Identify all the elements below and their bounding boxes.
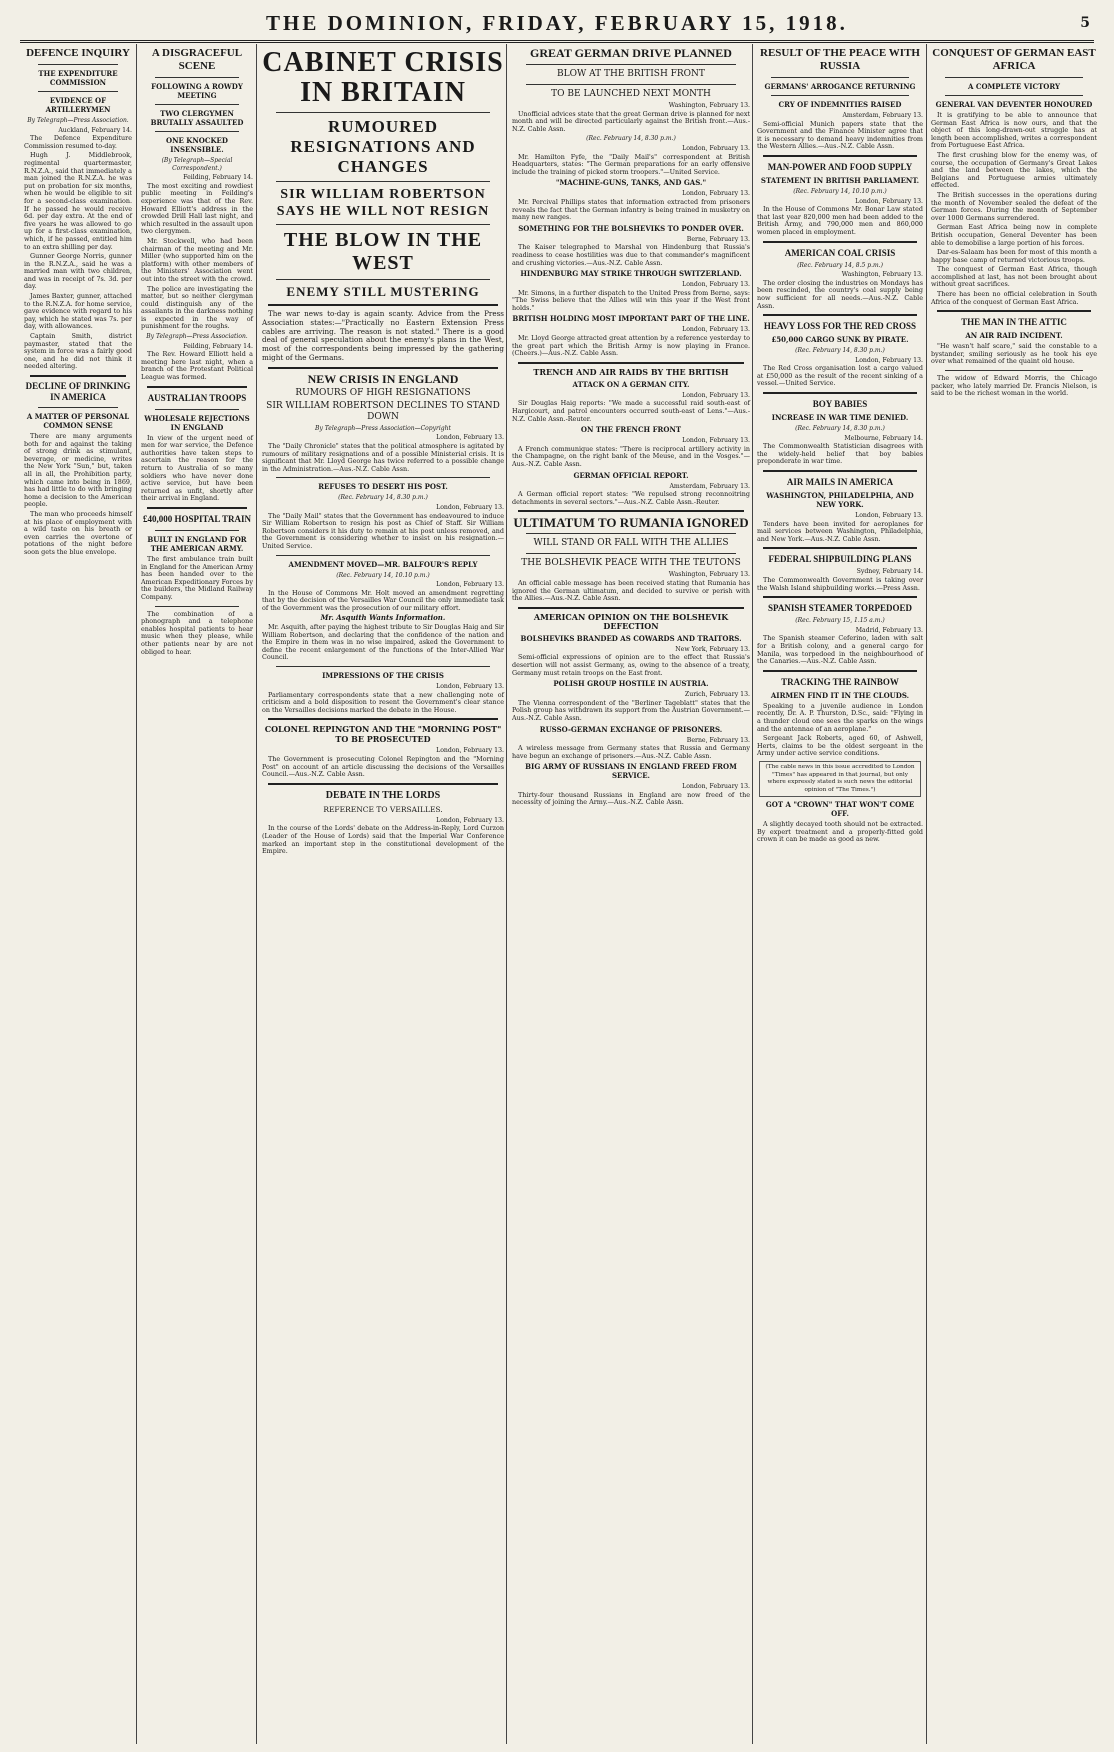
paragraph: The British successes in the operations during the month of November sealed the defeat of the German forces. During the month of September over 1000 Germans surrendered. bbox=[931, 190, 1097, 222]
dateline: London, February 13. bbox=[436, 683, 504, 691]
paragraph: The Commonwealth Statistician disagrees with the widely-held belief that boy babies preponderate in war time. bbox=[757, 442, 923, 466]
paragraph: James Baxter, gunner, attached to the R.N.Z.A. for home service, gave evidence with regard to his pay, which he stated was 7s. per day, with allowances. bbox=[24, 292, 132, 331]
dateline: London, February 13. bbox=[855, 197, 923, 205]
subhead: POLISH GROUP HOSTILE IN AUSTRIA. bbox=[553, 679, 709, 689]
dateline: London, February 13. bbox=[682, 326, 750, 334]
divider bbox=[526, 533, 736, 534]
paragraph: The first crushing blow for the enemy was, of course, the occupation of Germany's Great Lakes and the land between the lakes, which the Belgians and Portuguese armies ultimately effected. bbox=[931, 150, 1097, 190]
dateline: London, February 13. bbox=[436, 434, 504, 442]
paragraph: A slightly decayed tooth should not be extracted. By expert treatment and a properly-fitted gold crown it can be made as good as new. bbox=[757, 820, 923, 844]
divider bbox=[945, 95, 1083, 96]
paragraph: Sir Douglas Haig reports: "We made a successful raid south-east of Hargicourt, and patrol encounters occurred south-east of Lens."—Aus.-N.Z. Cable Assn.-Reuter. bbox=[512, 399, 750, 423]
divider bbox=[518, 607, 744, 609]
paragraph: In the House of Commons Mr. Bonar Law stated that last year 820,000 men had been added to the British Army, and 790,000 men and 860,000 women placed in employment. bbox=[757, 205, 923, 236]
headline-rumoured-resignations: RUMOURED RESIGNATIONS AND CHANGES bbox=[290, 117, 476, 176]
subhead: RUSSO-GERMAN EXCHANGE OF PRISONERS. bbox=[539, 724, 723, 734]
divider bbox=[763, 547, 917, 549]
divider bbox=[38, 407, 118, 408]
paragraph: The man who proceeds himself at his place of employment with a wild taste on his breath or even carries the overtone of potations of the night before soon gets the blue envelope. bbox=[24, 509, 132, 556]
paragraph: A German official report states: "We repulsed strong reconnoitring detachments in several sectors."—Aus.-N.Z. Cable Assn.-Reuter. bbox=[512, 490, 750, 506]
paragraph: The "Daily Mail" states that the Government has endeavoured to induce Sir William Robertson to resign his post as Chief of Staff. Sir William Robertson considers it his duty to remain at his post unless removed, and the Government is considering whether to insist on his resignation.—United Service. bbox=[262, 511, 504, 550]
masthead bbox=[20, 6, 1094, 43]
paragraph: The Commonwealth Government is taking over the Walsh Island shipbuilding works.—Press Assn. bbox=[757, 576, 923, 592]
paragraph: The Kaiser telegraphed to Marshal von Hindenburg that Russia's readiness to cease hostilities was due to that commander's magnificent and crushing victories.—Aus.-N.Z. Cable Assn. bbox=[512, 243, 750, 267]
paragraph: Mr. Hamilton Fyfe, the "Daily Mail's" correspondent at British Headquarters, states: "The German preparations for an early offensive include the training of picked storm troopers."—United Service. bbox=[512, 152, 750, 176]
paragraph: The widow of Edward Morris, the Chicago packer, who lately married Dr. Francis Nielson, is said to be the richest woman in the world. bbox=[931, 374, 1097, 398]
subhead: BUILT IN ENGLAND FOR THE AMERICAN ARMY. bbox=[147, 534, 247, 553]
paragraph: Captain Smith, district paymaster, stated that the system in force was a fairly good one, and he did not think it needed altering. bbox=[24, 332, 132, 371]
divider bbox=[155, 131, 239, 132]
divider bbox=[276, 224, 490, 225]
dateline: London, February 13. bbox=[682, 391, 750, 399]
paragraph: Tenders have been invited for aeroplanes for mail services between Washington, Philadelphia, and New York.—Aus.-N.Z. Cable Assn. bbox=[757, 519, 923, 543]
paragraph: The most exciting and rowdiest public meeting in Feilding's experience was that of the Rev. Howard Elliott's address in the crowded Drill Hall last night, and which resulted in the assault upon two clergymen. bbox=[141, 181, 253, 236]
paragraph: The combination of a phonograph and a telephone enables hospital patients to hear music when they please, while other patients near by are not obliged to hear. bbox=[141, 609, 253, 656]
headline-enemy-mustering: ENEMY STILL MUSTERING bbox=[286, 284, 480, 299]
headline-hospital-train: £40,000 HOSPITAL TRAIN bbox=[143, 513, 251, 524]
column-6 bbox=[926, 44, 1101, 1744]
subhead: WILL STAND OR FALL WITH THE ALLIES bbox=[533, 538, 729, 549]
dateline: Washington, February 13. bbox=[841, 271, 923, 279]
subhead: COLONEL REPINGTON AND THE "MORNING POST" TO BE PROSECUTED bbox=[264, 724, 502, 745]
paragraph: The police are investigating the matter, but so neither clergyman could distinguish any of the assailants in the darkness nothing is expected in the way of punishment for the roughs. bbox=[141, 284, 253, 331]
subhead: GENERAL VAN DEVENTER HONOURED bbox=[935, 100, 1093, 109]
divider bbox=[147, 386, 247, 388]
subhead: £50,000 CARGO SUNK BY PIRATE. bbox=[771, 335, 909, 345]
subhead: SIR WILLIAM ROBERTSON DECLINES TO STAND DOWN bbox=[266, 400, 500, 422]
headline-german-drive: GREAT GERMAN DRIVE PLANNED bbox=[530, 46, 732, 60]
page-number: 5 bbox=[1080, 15, 1090, 31]
paragraph: The Defence Expenditure Commission resumed to-day. bbox=[24, 134, 132, 150]
divider bbox=[276, 279, 490, 280]
subhead: THE BOLSHEVIK PEACE WITH THE TEUTONS bbox=[521, 558, 741, 569]
paragraph: Semi-official expressions of opinion are to the effect that Russia's desertion will not assist Germany, as, owing to the absence of a treaty, Germany must retain troops on the East front. bbox=[512, 653, 750, 677]
paragraph: "He wasn't half scare," said the constable to a bystander, smiling seriously as he took his eye over what remained of the quaint old house. bbox=[931, 342, 1097, 366]
subhead: SOMETHING FOR THE BOLSHEVIKS TO PONDER OVER. bbox=[518, 223, 744, 233]
divider bbox=[147, 507, 247, 509]
column-5 bbox=[752, 44, 927, 1744]
dateline: Feilding, February 14. bbox=[183, 342, 253, 350]
subhead: A MATTER OF PERSONAL COMMON SENSE bbox=[26, 412, 130, 430]
dateline: Zurich, February 13. bbox=[684, 691, 750, 699]
divider bbox=[155, 606, 239, 607]
column-4 bbox=[506, 44, 755, 1744]
byline: By Telegraph—Press Association. bbox=[146, 333, 248, 341]
paragraph: Mr. Simons, in a further dispatch to the United Press from Berne, says: "The Swiss believe that the Allies will win this year if the West front holds." bbox=[512, 288, 750, 312]
subhead: "MACHINE-GUNS, TANKS, AND GAS." bbox=[555, 178, 707, 188]
divider bbox=[763, 241, 917, 243]
paragraph: An official cable message has been received stating that Rumania has ignored the German ultimatum, and decided to survive or perish with the Allies.—Aus.-N.Z. Cable Assn. bbox=[512, 578, 750, 603]
subhead: AIRMEN FIND IT IN THE CLOUDS. bbox=[770, 690, 910, 700]
subhead: FOLLOWING A ROWDY MEETING bbox=[151, 82, 243, 100]
subhead: REFUSES TO DESERT HIS POST. bbox=[318, 482, 448, 492]
divider bbox=[276, 112, 490, 113]
headline-rainbow: TRACKING THE RAINBOW bbox=[781, 676, 899, 687]
subhead: INCREASE IN WAR TIME DENIED. bbox=[771, 413, 909, 423]
divider bbox=[526, 553, 736, 554]
editorial-note: (The cable news in this issue accredited to London "Times" has appeared in that journal, but only where expressly stated is such news the editorial opinion of "The Times.") bbox=[759, 761, 921, 797]
subhead: TRENCH AND AIR RAIDS BY THE BRITISH bbox=[533, 366, 729, 377]
divider bbox=[155, 77, 239, 78]
received-time: (Rec. February 14, 8.30 p.m.) bbox=[586, 135, 676, 143]
paragraph: The conquest of German East Africa, though accomplished at last, has not been brought about without great sacrifices. bbox=[931, 265, 1097, 289]
divider bbox=[268, 718, 498, 720]
divider bbox=[771, 77, 909, 78]
divider bbox=[526, 64, 736, 65]
masthead-title: THE DOMINION, FRIDAY, FEBRUARY 15, 1918. bbox=[266, 10, 848, 35]
subhead: REFERENCE TO VERSAILLES. bbox=[323, 804, 443, 814]
divider bbox=[155, 409, 239, 410]
headline-shipbuilding: FEDERAL SHIPBUILDING PLANS bbox=[768, 554, 912, 565]
paragraph: The "Daily Chronicle" states that the political atmosphere is agitated by rumours of military resignations and of a possible Ministerial crisis. It is significant that Mr. Lloyd George has twice referred to a possible change in the Administration.—Aus.-N.Z. Cable Assn. bbox=[262, 441, 504, 473]
dateline: London, February 13. bbox=[436, 816, 504, 824]
divider bbox=[30, 375, 126, 377]
dateline: Auckland, February 14. bbox=[58, 126, 132, 134]
dateline: Feilding, February 14. bbox=[183, 174, 253, 182]
paragraph: The Government is prosecuting Colonel Repington and the "Morning Post" on account of an article discussing the decisions of the Versailles Council.—Aus.-N.Z. Cable Assn. bbox=[262, 755, 504, 779]
column-1 bbox=[20, 44, 136, 1744]
subhead: HINDENBURG MAY STRIKE THROUGH SWITZERLAND. bbox=[520, 269, 742, 279]
paragraph: Gunner George Norris, gunner in the R.N.Z.A., said he was a married man with two children, and was in receipt of 7s. 3d. per day. bbox=[24, 252, 132, 291]
dateline: Madrid, February 13. bbox=[855, 626, 923, 634]
divider bbox=[276, 555, 490, 556]
divider bbox=[763, 470, 917, 472]
dateline: London, February 13. bbox=[682, 281, 750, 289]
headline-new-crisis: NEW CRISIS IN ENGLAND bbox=[307, 371, 459, 386]
subhead: BOLSHEVIKS BRANDED AS COWARDS AND TRAITORS. bbox=[520, 633, 742, 643]
subhead: RUMOURS OF HIGH RESIGNATIONS bbox=[295, 387, 471, 398]
dateline: New York, February 13. bbox=[675, 645, 750, 653]
headline-blow-in-west: THE BLOW IN THE WEST bbox=[283, 229, 483, 274]
paragraph: Sergeant Jack Roberts, aged 60, of Ashwell, Herts, claims to be the oldest sergeant in the Army under active service conditions. bbox=[757, 734, 923, 758]
headline-decline-drinking: DECLINE OF DRINKING IN AMERICA bbox=[25, 381, 131, 402]
headline-australian-troops: AUSTRALIAN TROOPS bbox=[147, 392, 247, 403]
headline-man-in-attic: THE MAN IN THE ATTIC bbox=[961, 317, 1067, 328]
dateline: Amsterdam, February 13. bbox=[842, 112, 923, 119]
divider bbox=[945, 77, 1083, 78]
subhead: ATTACK ON A GERMAN CITY. bbox=[572, 379, 690, 389]
subhead: IMPRESSIONS OF THE CRISIS bbox=[322, 671, 444, 681]
paragraph: Thirty-four thousand Russians in England are now freed of the necessity of joining the Army.—Aus.-N.Z. Cable Assn. bbox=[512, 790, 750, 807]
paragraph: The Spanish steamer Ceferino, laden with salt for a British colony, and a general cargo for Manila, was torpedoed in the neighbourhood of the Canaries.—Aus.-N.Z. Cable Assn. bbox=[757, 634, 923, 666]
paragraph: The Vienna correspondent of the "Berliner Tageblatt" states that the Polish group has withdrawn its support from the Austrian Government.—Aus.-N.Z. Cable Assn. bbox=[512, 698, 750, 722]
received-time: (Rec. February 15, 1.15 a.m.) bbox=[795, 617, 885, 625]
paragraph: There has been no official celebration in South Africa of the conquest of German East Africa. bbox=[931, 290, 1097, 306]
divider bbox=[518, 362, 744, 364]
paragraph: The war news to-day is again scanty. Advice from the Press Association states:—"Practically no Eastern Extension Press cables are arriving. The reason is not stated." There is a good deal of general speculation about the enemy's plans in the West, most of the correspondents being impressed by the gathering might of the Germans. bbox=[262, 309, 504, 362]
subhead: EVIDENCE OF ARTILLERYMEN bbox=[45, 96, 111, 114]
subhead: CRY OF INDEMNITIES RAISED bbox=[778, 100, 902, 109]
dateline: London, February 13. bbox=[682, 783, 750, 791]
divider bbox=[268, 367, 498, 369]
received-time: (Rec. February 14, 10.10 p.m.) bbox=[793, 187, 887, 195]
received-time: (Rec. February 14, 8.30 p.m.) bbox=[795, 347, 885, 355]
paragraph: It is gratifying to be able to announce that German East Africa is now ours, and that the object of this long-drawn-out struggle has at length been accomplished, writes a correspondent from Portuguese East Africa. bbox=[931, 111, 1097, 150]
subhead: GERMAN OFFICIAL REPORT. bbox=[573, 470, 689, 480]
divider bbox=[937, 310, 1091, 312]
subhead: TWO CLERGYMEN BRUTALLY ASSAULTED bbox=[150, 109, 244, 127]
divider bbox=[945, 370, 1083, 371]
subhead: AMERICAN OPINION ON THE BOLSHEVIK DEFECTION bbox=[533, 611, 729, 631]
headline-robertson: SIR WILLIAM ROBERTSON SAYS HE WILL NOT RESIGN bbox=[276, 187, 490, 219]
divider bbox=[526, 84, 736, 85]
received-time: (Rec. February 14, 8.30 p.m.) bbox=[795, 425, 885, 433]
dateline: Berne, February 13. bbox=[686, 736, 750, 744]
subhead: BLOW AT THE BRITISH FRONT bbox=[557, 69, 705, 79]
dateline: London, February 13. bbox=[436, 747, 504, 755]
subhead: AMENDMENT MOVED—MR. BALFOUR'S REPLY bbox=[288, 559, 478, 569]
subhead: AN AIR RAID INCIDENT. bbox=[965, 331, 1063, 341]
paragraph: The Red Cross organisation lost a cargo valued at £50,000 as the result of the recent sinking of a vessel.—United Service. bbox=[757, 364, 923, 388]
paragraph: Hugh J. Middlebrook, regimental quartermaster, R.N.Z.A., said that immediately a man joined the R.N.Z.A. he was put on probation for six months, when he would be eligible to sit for a second-class examination. If he passed he would receive 6d. per day extra. At the end of five years he was allowed to go up for a first-class examination, which, if he passed, entitled him to an extra shilling per day. bbox=[24, 151, 132, 251]
subhead: TO BE LAUNCHED NEXT MONTH bbox=[551, 89, 711, 99]
divider bbox=[155, 530, 239, 531]
dateline: Washington, February 13. bbox=[668, 571, 750, 579]
subhead: THE EXPENDITURE COMMISSION bbox=[38, 69, 118, 87]
received-time: (Rec. February 14, 8.5 p.m.) bbox=[797, 261, 883, 269]
divider bbox=[268, 304, 498, 306]
divider bbox=[276, 181, 490, 182]
divider bbox=[268, 783, 498, 785]
divider bbox=[763, 670, 917, 672]
paragraph: In the course of the Lords' debate on the Address-in-Reply, Lord Curzon (Leader of the House of Lords) said that the Imperial War Conference marked an important step in the constitutional development of the Empire. bbox=[262, 824, 504, 856]
headline-defence-inquiry: DEFENCE INQUIRY bbox=[26, 47, 130, 59]
paragraph: A wireless message from Germany states that Russia and Germany have begun an exchange of prisoners.—Aus.-N.Z. Cable Assn. bbox=[512, 744, 750, 760]
headline-air-mails: AIR MAILS IN AMERICA bbox=[786, 477, 894, 488]
paragraph: Mr. Stockwell, who had been chairman of the meeting and Mr. Miller (who supported him on the platform) with other members of the Ministers' Association went out into the street with the crowd. bbox=[141, 236, 253, 283]
subhead: GOT A "CROWN" THAT WON'T COME OFF. bbox=[765, 800, 915, 819]
headline-debate-lords: DEBATE IN THE LORDS bbox=[325, 789, 441, 801]
divider bbox=[155, 104, 239, 105]
dateline: London, February 13. bbox=[436, 581, 504, 589]
headline-ultimatum-rumania: ULTIMATUM TO RUMANIA IGNORED bbox=[513, 515, 749, 531]
dateline: Amsterdam, February 13. bbox=[669, 482, 750, 490]
divider bbox=[38, 64, 118, 65]
paragraph: Mr. Lloyd George attracted great attention by a reference yesterday to the great part which the British Army is now playing in France. (Cheers.)—Aus.-N.Z. Cable Assn. bbox=[512, 334, 750, 358]
paragraph: German East Africa being now in complete British occupation, General Deventer has been able to demobilise a large portion of his forces. bbox=[931, 223, 1097, 247]
headline-coal-crisis: AMERICAN COAL CRISIS bbox=[784, 247, 896, 258]
column-2 bbox=[136, 44, 257, 1744]
paragraph: Semi-official Munich papers state that the Government and the Finance Minister agree that it is necessary to demand heavy indemnities from the Western Allies.—Aus.-N.Z. Cable Assn. bbox=[757, 119, 923, 151]
paragraph: A French communique states: "There is reciprocal artillery activity in the Champagne, on the right bank of the Meuse, and in the Vosges."—Aus.-N.Z. Cable Assn. bbox=[512, 444, 750, 468]
paragraph: Speaking to a juvenile audience in London recently, Dr. A. P. Thurston, D.Sc., said: "Flying in a thunder cloud one sees the sparks on the wings and the antennae of an aeroplane." bbox=[757, 701, 923, 733]
dateline: Melbourne, February 14. bbox=[844, 434, 923, 442]
divider bbox=[763, 314, 917, 316]
divider bbox=[771, 95, 909, 96]
dateline: London, February 13. bbox=[682, 437, 750, 445]
byline: By Telegraph—Press Association—Copyright bbox=[315, 424, 451, 432]
dateline: Berne, February 13. bbox=[686, 235, 750, 243]
subhead: GERMANS' ARROGANCE RETURNING bbox=[764, 82, 916, 91]
headline-peace-russia: RESULT OF THE PEACE WITH RUSSIA bbox=[760, 47, 920, 72]
subhead: BIG ARMY OF RUSSIANS IN ENGLAND FREED FROM SERVICE. bbox=[525, 762, 737, 781]
divider bbox=[763, 596, 917, 598]
dateline: Washington, February 13. bbox=[668, 102, 750, 109]
dateline: London, February 13. bbox=[682, 190, 750, 198]
paragraph: The first ambulance train built in England for the American Army has been handed over to the American Expeditionary Forces by the builders, the Midland Railway Company. bbox=[141, 554, 253, 601]
headline-cabinet-crisis: CABINET CRISIS IN BRITAIN bbox=[262, 47, 504, 108]
divider bbox=[276, 477, 490, 478]
paragraph: Mr. Percival Phillips states that information extracted from prisoners reveals the fact that the German infantry is being trained in musketry on many new ranges. bbox=[512, 197, 750, 222]
byline: By Telegraph—Press Association. bbox=[27, 117, 129, 124]
paragraph: In view of the urgent need of men for war service, the Defence authorities have taken steps to ascertain the reason for the return to Australia of so many soldiers who have never done active service, but have been returned as unfit, shortly after their arrival in England. bbox=[141, 433, 253, 503]
subhead: A COMPLETE VICTORY bbox=[968, 82, 1060, 91]
divider bbox=[38, 91, 118, 92]
dateline: London, February 13. bbox=[682, 144, 750, 152]
paragraph: Parliamentary correspondents state that a new challenging note of criticism and a bold disposition to resent the Government's clear stance on the Versailles decisions marked the debate in the House. bbox=[262, 690, 504, 714]
subhead: BRITISH HOLDING MOST IMPORTANT PART OF THE LINE. bbox=[512, 314, 750, 324]
received-time: (Rec. February 14, 8.30 p.m.) bbox=[338, 494, 428, 502]
subhead: ONE KNOCKED INSENSIBLE. bbox=[166, 136, 228, 154]
paragraph: There are many arguments both for and against the taking of strong drink as stimulant, beverage, or medicine, writes the New York "Sun," but, taken all in all, the Prohibition party, which came into being in 1869, has had little to do with bringing home a decision to the American people. bbox=[24, 432, 132, 509]
dateline: London, February 13. bbox=[855, 512, 923, 520]
byline: (By Telegraph—Special Correspondent.) bbox=[161, 157, 233, 172]
dateline: Sydney, February 14. bbox=[856, 568, 923, 576]
paragraph: Unofficial advices state that the great German drive is planned for next month and will be directed particularly against the British front.—Aus.-N.Z. Cable Assn. bbox=[512, 109, 751, 133]
divider bbox=[518, 510, 744, 512]
divider bbox=[276, 666, 490, 667]
headline-disgraceful-scene: A DISGRACEFUL SCENE bbox=[151, 47, 243, 72]
received-time: (Rec. February 14, 10.10 p.m.) bbox=[336, 571, 430, 579]
dateline: London, February 13. bbox=[855, 356, 923, 364]
subhead: Mr. Asquith Wants Information. bbox=[320, 613, 446, 623]
subhead: ON THE FRENCH FRONT bbox=[580, 425, 682, 435]
dateline: London, February 13. bbox=[436, 503, 504, 511]
headline-red-cross: HEAVY LOSS FOR THE RED CROSS bbox=[763, 321, 917, 332]
column-3 bbox=[256, 44, 509, 1744]
headline-boy-babies: BOY BABIES bbox=[812, 399, 868, 410]
subhead: WHOLESALE REJECTIONS IN ENGLAND bbox=[144, 413, 250, 432]
divider bbox=[763, 392, 917, 394]
paragraph: The Rev. Howard Elliott held a meeting here last night, when a branch of the Protestant Political League was formed. bbox=[141, 350, 253, 382]
paragraph: The order closing the industries on Mondays has been rescinded, the country's coal supply being now sufficient for all needs.—Aus.-N.Z. Cable Assn. bbox=[757, 278, 923, 310]
subhead: WASHINGTON, PHILADELPHIA, AND NEW YORK. bbox=[766, 491, 914, 510]
headline-east-africa: CONQUEST OF GERMAN EAST AFRICA bbox=[932, 47, 1096, 72]
headline-man-power: MAN-POWER AND FOOD SUPPLY bbox=[767, 161, 913, 172]
paragraph: Mr. Asquith, after paying the highest tribute to Sir Douglas Haig and Sir William Robertson, and declaring that the confidence of the nation and the Empire in them was in no wise impaired, asked the Government to define the recent enlargement of the functions of the Inter-Allied War Council. bbox=[262, 623, 504, 662]
headline-spanish-steamer: SPANISH STEAMER TORPEDOED bbox=[767, 603, 913, 614]
paragraph: Dar-es-Salaam has been for most of this month a happy base camp of returned victorious troops. bbox=[931, 248, 1097, 264]
subhead: STATEMENT IN BRITISH PARLIAMENT. bbox=[760, 175, 920, 185]
divider bbox=[763, 155, 917, 157]
paragraph: In the House of Commons Mr. Holt moved an amendment regretting that by the decision of the Versailles War Council the only immediate task of the Government was the prosecution of our military effort. bbox=[262, 588, 504, 612]
